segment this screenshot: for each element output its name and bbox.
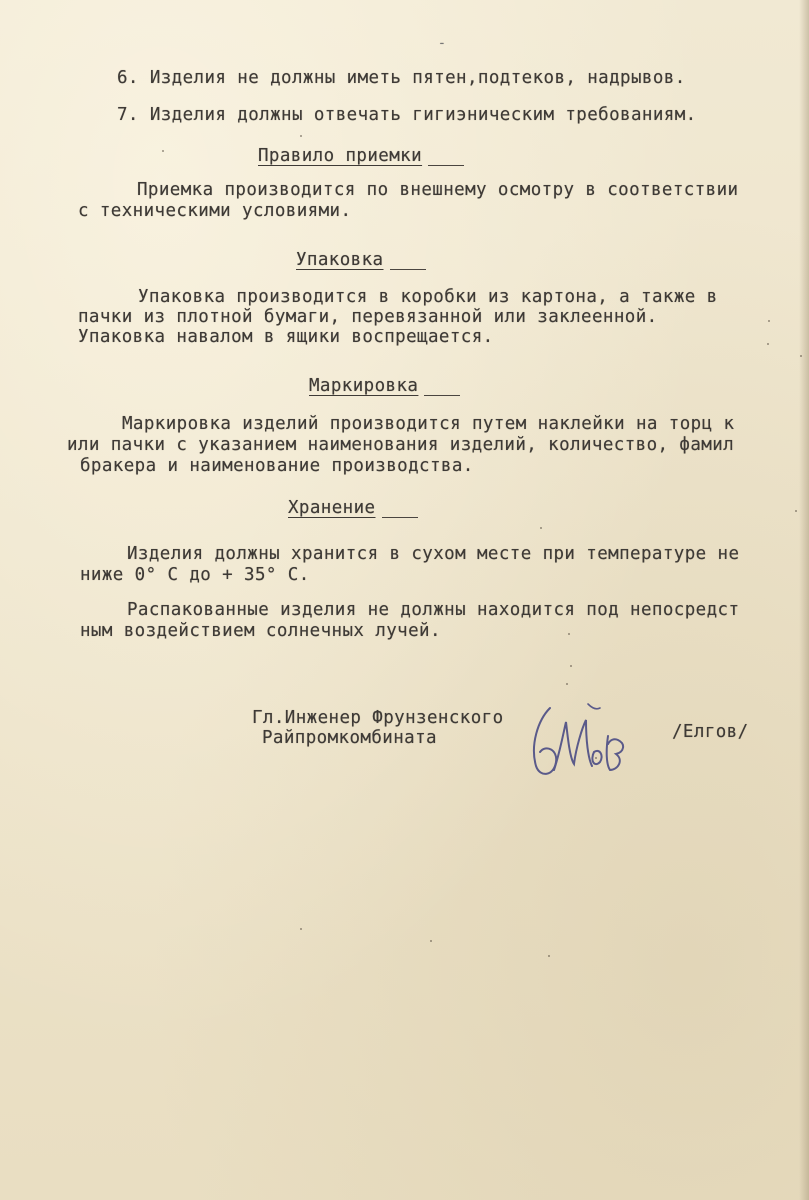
- signatory-title-line-2: Райпромкомбината: [262, 728, 437, 748]
- paper-speck: [162, 150, 164, 152]
- signatory-title-line-1: Гл.Инженер Фрунзенского: [252, 708, 504, 728]
- paper-speck: [768, 320, 770, 322]
- paper-speck: [800, 355, 802, 357]
- paper-speck: [795, 510, 797, 512]
- marking-line-1: Маркировка изделий производится путем наклейки на торц к: [122, 414, 735, 434]
- acceptance-heading: Правило приемки: [258, 146, 464, 166]
- packaging-line-3: Упаковка навалом в ящики воспрещается.: [78, 327, 494, 347]
- item-6: [117, 68, 686, 88]
- item-7-text: Изделия должны отвечать гигиэническим требованиям.: [149, 105, 697, 125]
- paper-speck: [595, 757, 597, 759]
- storage-heading: Хранение: [288, 498, 418, 518]
- item-7-number: 7.: [117, 105, 139, 125]
- storage-line-4: ным воздействием солнечных лучей.: [80, 621, 441, 641]
- marking-line-2: или пачки с указанием наименования изделий, количество, фамил: [67, 435, 735, 455]
- marking-heading: Маркировка: [309, 376, 460, 396]
- paper-speck: [568, 633, 570, 635]
- storage-line-1: Изделия должны хранится в сухом месте при температуре не: [127, 544, 740, 564]
- item-6-text: Изделия не должны иметь пятен,подтеков, надрывов.: [149, 68, 686, 88]
- page-edge-shadow: [799, 0, 809, 1200]
- storage-line-3: Распакованные изделия не должны находится под непосредст: [127, 600, 740, 620]
- handwritten-signature: [528, 700, 638, 785]
- paper-speck: [300, 135, 302, 137]
- paper-speck: [566, 683, 568, 685]
- page-marker: -: [438, 36, 447, 51]
- paper-speck: [767, 343, 769, 345]
- packaging-line-2: пачки из плотной бумаги, перевязанной или заклеенной.: [78, 307, 658, 327]
- paper-speck: [548, 955, 550, 957]
- paper-speck: [430, 940, 432, 942]
- paper-speck: [540, 527, 542, 529]
- packaging-heading: Упаковка: [296, 250, 426, 270]
- item-6-number: 6.: [117, 68, 139, 88]
- paper-speck: [300, 928, 302, 930]
- marking-line-3: бракера и наименование производства.: [80, 456, 474, 476]
- packaging-line-1: Упаковка производится в коробки из картона, а также в: [138, 287, 718, 307]
- acceptance-line-1: Приемка производится по внешнему осмотру в соответствии: [137, 180, 739, 200]
- paper-speck: [570, 665, 572, 667]
- signatory-name: /Елгов/: [672, 722, 749, 742]
- storage-line-2: ниже 0° С до + 35° С.: [80, 565, 310, 585]
- item-7: [117, 105, 697, 125]
- acceptance-line-2: с техническими условиями.: [78, 201, 352, 221]
